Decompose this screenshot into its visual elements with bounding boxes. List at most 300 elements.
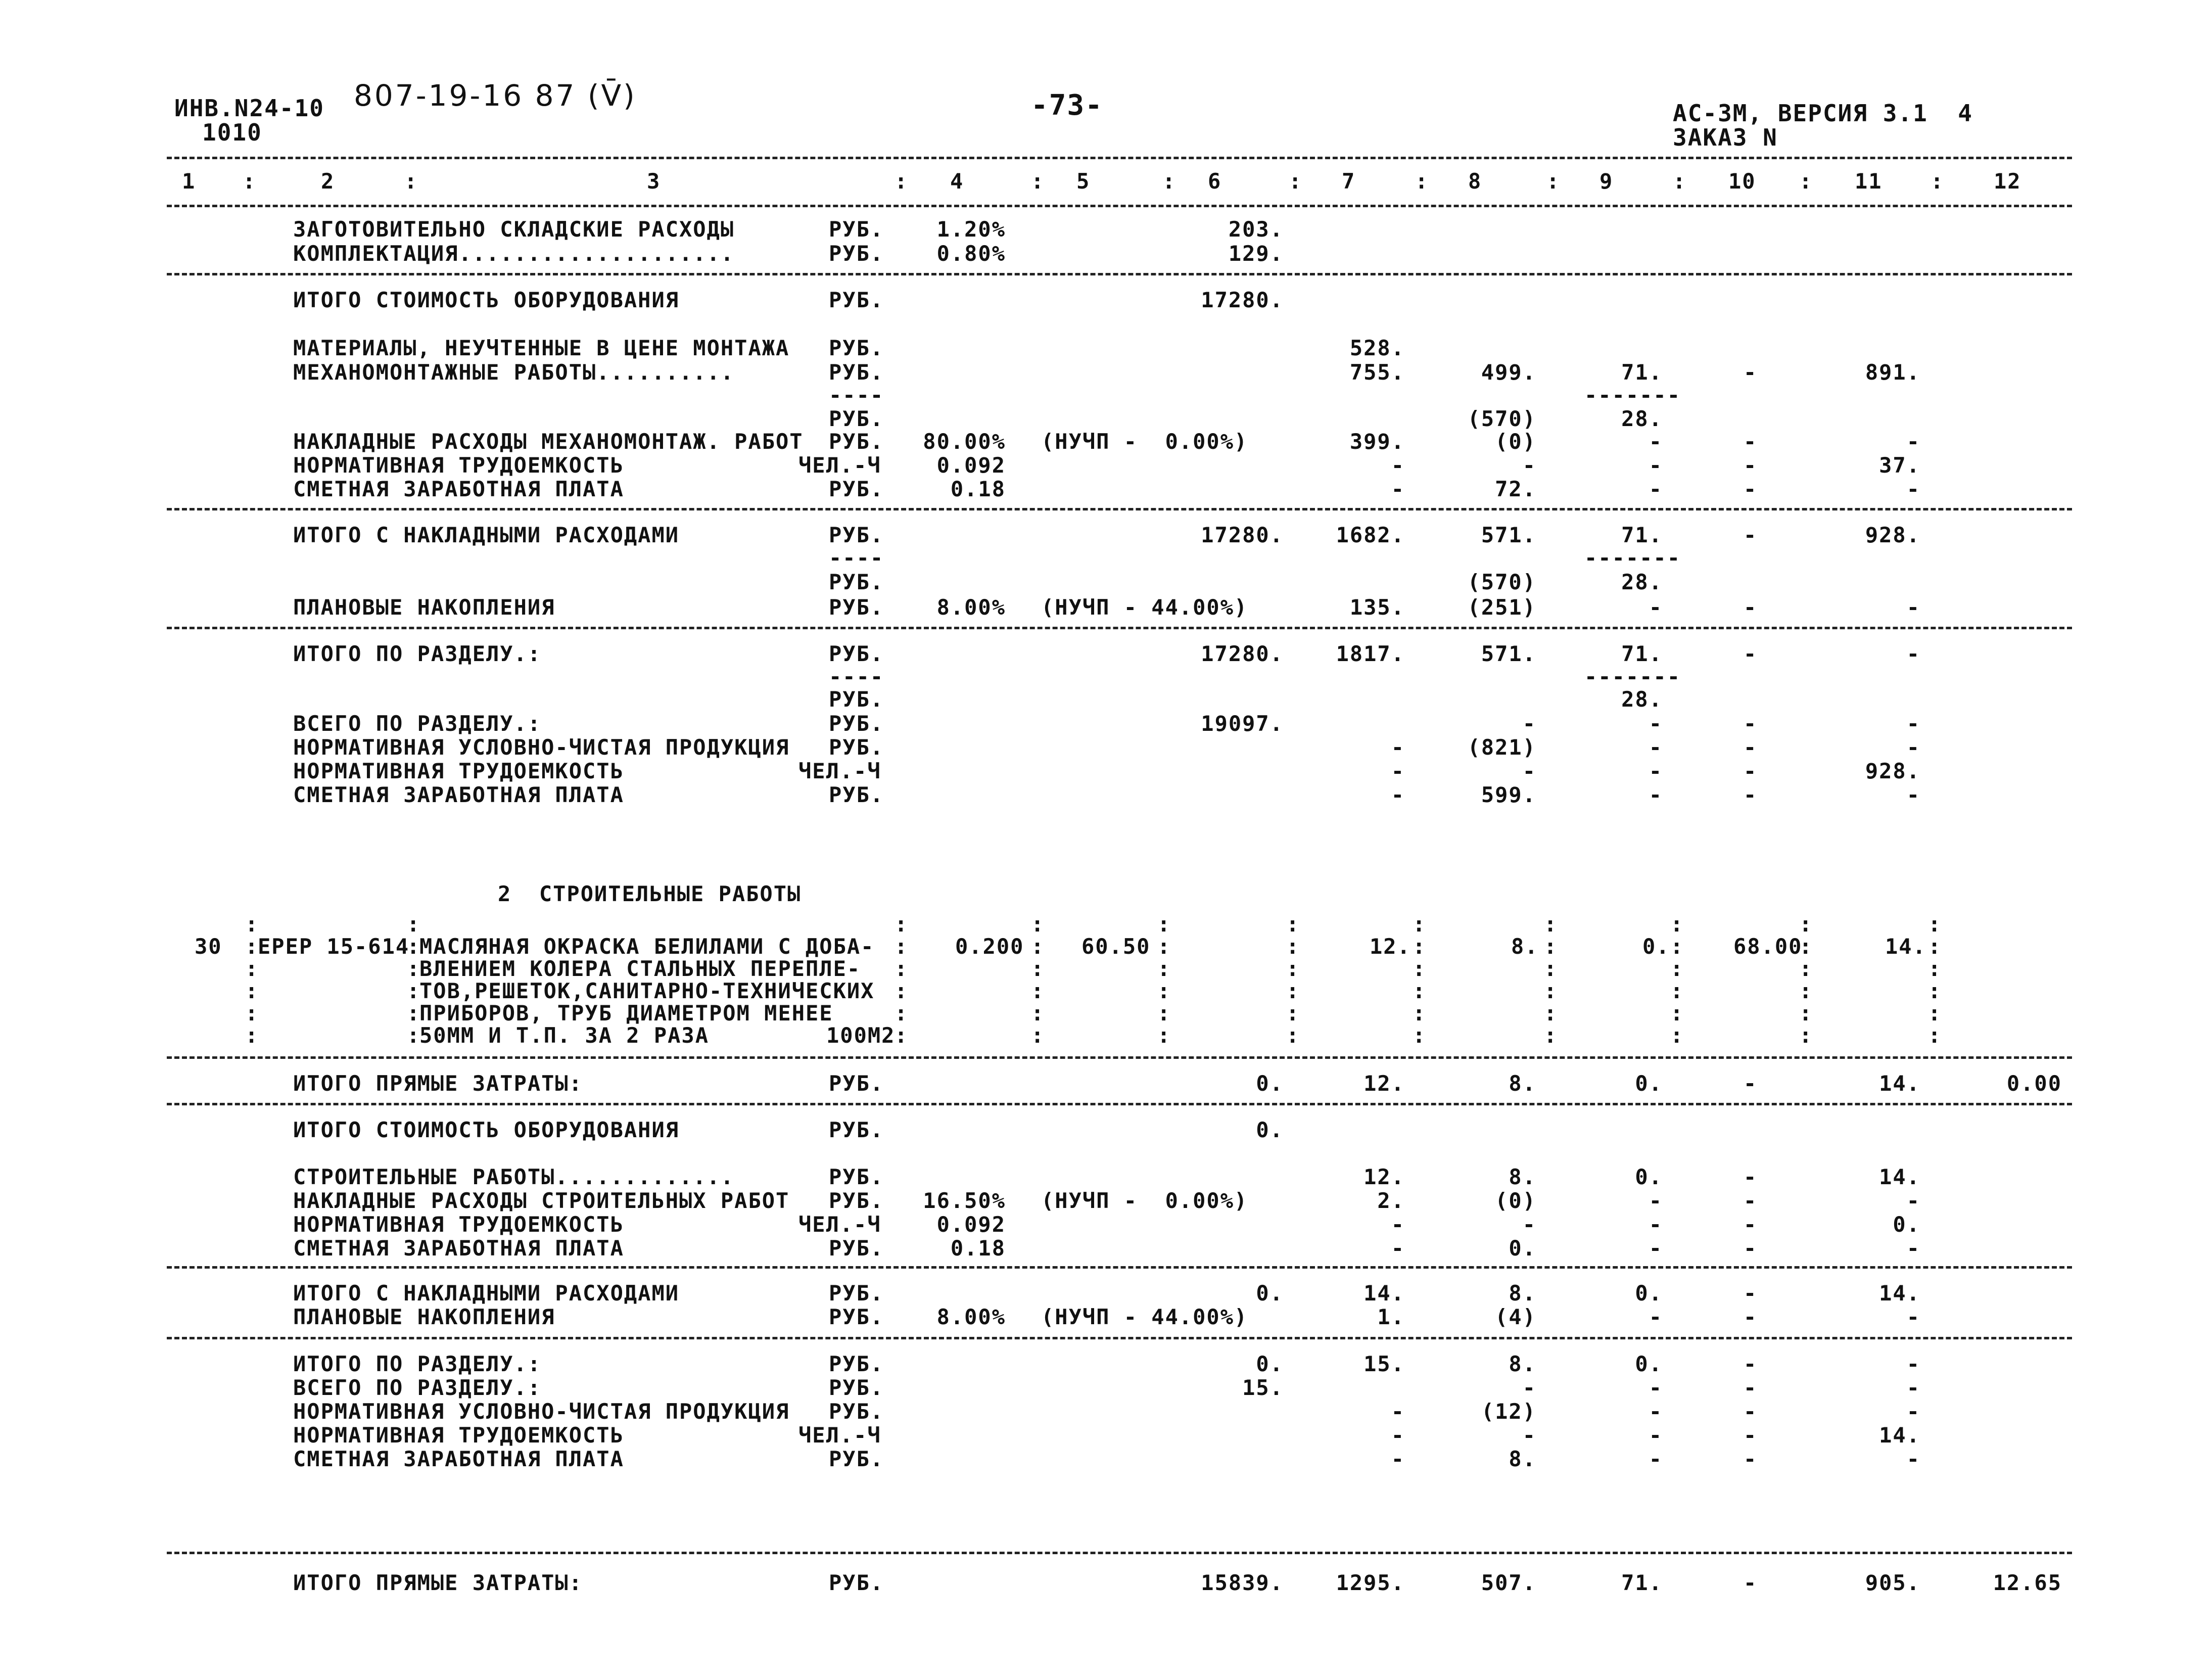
column-number-2: 2 [321, 169, 335, 194]
row-build-wage-2-unit: РУБ. [829, 1447, 884, 1471]
rule [167, 627, 2072, 629]
column-separator: : [1799, 956, 1813, 981]
row-build-overhead-c4: 16.50% [923, 1188, 1006, 1213]
row-build-wage-c9: - [1649, 1236, 1663, 1261]
row-build-section-total-c7: 15. [1363, 1352, 1405, 1376]
column-separator: : [1413, 956, 1427, 981]
row-section-total-label: ИТОГО ПО РАЗДЕЛУ.: [293, 641, 542, 666]
row-build-norm-labor-2-c8: - [1522, 1423, 1536, 1448]
column-separator: : [1544, 1001, 1558, 1026]
row-build-wage-2-c7: - [1391, 1447, 1405, 1471]
column-separator: : [1413, 1023, 1427, 1048]
row-wage-label: СМЕТНАЯ ЗАРАБОТНАЯ ПЛАТА [293, 477, 624, 501]
row-build-norm-labor-2-c11: 14. [1879, 1423, 1920, 1448]
column-separator: : [245, 1001, 259, 1026]
dash-separator: ---- [829, 383, 884, 407]
row-overhead-c8: (0) [1495, 429, 1536, 454]
column-separator: : [895, 912, 909, 937]
row-build-overhead-c8: (0) [1495, 1188, 1536, 1213]
row-build-norm-labor-2-c7: - [1391, 1423, 1405, 1448]
row-with-overhead-c6: 17280. [1201, 523, 1284, 547]
row-wage-c11: - [1906, 477, 1920, 501]
column-separator: : [1286, 1001, 1300, 1026]
column-separator: : [1415, 169, 1429, 194]
rule [167, 1056, 2072, 1059]
column-separator: : [245, 912, 259, 937]
row-storage-costs-unit: РУБ. [829, 217, 884, 242]
row-plan-savings-c7: 135. [1349, 595, 1405, 620]
row-build-works-c11: 14. [1879, 1165, 1920, 1189]
row-norm-labor-2-c7: - [1391, 759, 1405, 783]
column-separator: : [407, 1001, 421, 1026]
column-separator: : [1928, 979, 1942, 1003]
column-separator: : [895, 934, 909, 959]
row-build-nucp-c8: (12) [1481, 1399, 1536, 1424]
row-mech-works-unit: РУБ. [829, 360, 884, 385]
column-separator: : [895, 979, 909, 1003]
row-rub-extra-3-unit: РУБ. [829, 687, 884, 712]
row-mech-works-c8: 499. [1481, 360, 1536, 385]
row-build-section-total-unit: РУБ. [829, 1352, 884, 1376]
row-nucp-c11: - [1906, 735, 1920, 760]
row-build-section-total-label: ИТОГО ПО РАЗДЕЛУ.: [293, 1352, 542, 1376]
row-storage-costs-label: ЗАГОТОВИТЕЛЬНО СКЛАДСКИЕ РАСХОДЫ [293, 217, 735, 242]
row-mech-works-c11: 891. [1865, 360, 1920, 385]
column-separator: : [1157, 1001, 1171, 1026]
rule [167, 1337, 2072, 1339]
row-direct-costs-c10: - [1744, 1071, 1758, 1096]
row-nucp-c7: - [1391, 735, 1405, 760]
row-build-section-total-c8: 8. [1509, 1352, 1536, 1376]
column-separator: : [1031, 169, 1045, 194]
column-separator: : [895, 1023, 909, 1048]
row-overhead-label: НАКЛАДНЫЕ РАСХОДЫ МЕХАНОМОНТАЖ. РАБОТ [293, 429, 804, 454]
column-separator: : [1286, 956, 1300, 981]
row-build-overhead-unit: РУБ. [829, 1188, 884, 1213]
row-materials-c7: 528. [1349, 336, 1405, 360]
row-build-with-overhead-label: ИТОГО С НАКЛАДНЫМИ РАСХОДАМИ [293, 1281, 680, 1306]
row-equipment-total-unit: РУБ. [829, 288, 884, 312]
row-completion-c4: 0.80% [936, 241, 1006, 266]
row-grand-total-label: ИТОГО ПРЯМЫЕ ЗАТРАТЫ: [293, 1570, 583, 1595]
row-wage-2-c9: - [1649, 782, 1663, 807]
item-description-line: 50ММ И Т.П. ЗА 2 РАЗА [419, 1023, 710, 1048]
row-section-total-c10: - [1744, 641, 1758, 666]
column-separator: : [1289, 169, 1303, 194]
column-number-3: 3 [647, 169, 661, 194]
column-separator: : [245, 956, 259, 981]
column-separator: : [1157, 979, 1171, 1003]
program-version: АС-3М, ВЕРСИЯ 3.1 4 [1673, 100, 1973, 127]
item-description-line: ВЛЕНИЕМ КОЛЕРА СТАЛЬНЫХ ПЕРЕПЛЕ- [419, 956, 861, 981]
row-section-total-c6: 17280. [1201, 641, 1284, 666]
row-build-overhead-label: НАКЛАДНЫЕ РАСХОДЫ СТРОИТЕЛЬНЫХ РАБОТ [293, 1188, 790, 1213]
column-separator: : [1286, 912, 1300, 937]
row-wage-2-c8: 599. [1481, 782, 1536, 807]
row-build-works-c9: 0. [1635, 1165, 1663, 1189]
row-norm-labor-c7: - [1391, 453, 1405, 478]
column-separator: : [245, 979, 259, 1003]
row-rub-extra-3-c9: 28. [1621, 687, 1663, 712]
column-separator: : [1286, 979, 1300, 1003]
page-number: -73- [1031, 89, 1103, 122]
column-separator: : [1546, 169, 1561, 194]
column-separator: : [1673, 169, 1687, 194]
row-mech-works-c9: 71. [1621, 360, 1663, 385]
rule [167, 1266, 2072, 1269]
row-build-overhead-c11: - [1906, 1188, 1920, 1213]
row-rub-extra-c9: 28. [1621, 406, 1663, 431]
row-build-with-overhead-c10: - [1744, 1281, 1758, 1306]
column-separator: : [1670, 1023, 1684, 1048]
row-build-norm-labor-c9: - [1649, 1212, 1663, 1237]
column-number-9: 9 [1599, 169, 1614, 194]
row-build-plan-label: ПЛАНОВЫЕ НАКОПЛЕНИЯ [293, 1305, 555, 1329]
section2-title: 2 СТРОИТЕЛЬНЫЕ РАБОТЫ [498, 881, 802, 906]
column-separator: : [1413, 912, 1427, 937]
row-direct-costs-c7: 12. [1363, 1071, 1405, 1096]
row-rub-extra-unit: РУБ. [829, 406, 884, 431]
row-build-norm-labor-c11: 0. [1893, 1212, 1920, 1237]
row-build-plan-c8: (4) [1495, 1305, 1536, 1329]
item-c10: 68.00 [1733, 934, 1803, 959]
row-overhead-c9: - [1649, 429, 1663, 454]
row-overhead-unit: РУБ. [829, 429, 884, 454]
row-wage-2-c7: - [1391, 782, 1405, 807]
row-materials-label: МАТЕРИАЛЫ, НЕУЧТЕННЫЕ В ЦЕНЕ МОНТАЖА [293, 336, 790, 360]
row-with-overhead-c11: 928. [1865, 523, 1920, 547]
column-separator: : [1799, 912, 1813, 937]
column-separator: : [243, 169, 257, 194]
column-number-6: 6 [1208, 169, 1222, 194]
column-separator: : [1670, 979, 1684, 1003]
column-separator: : [1031, 912, 1045, 937]
row-build-with-overhead-c9: 0. [1635, 1281, 1663, 1306]
rule [167, 273, 2072, 275]
item-c7: 12. [1370, 934, 1411, 959]
row-with-overhead-unit: РУБ. [829, 523, 884, 547]
dash-separator: ---- [829, 664, 884, 689]
row-build-section-total-c9: 0. [1635, 1352, 1663, 1376]
row-wage-c9: - [1649, 477, 1663, 501]
column-number-11: 11 [1855, 169, 1882, 194]
row-mech-works-c7: 755. [1349, 360, 1405, 385]
column-separator: : [1799, 169, 1813, 194]
row-norm-labor-2-c11: 928. [1865, 759, 1920, 783]
item-c4: 0.200 [955, 934, 1024, 959]
column-separator: : [895, 956, 909, 981]
row-build-plan-c10: - [1744, 1305, 1758, 1329]
column-separator: : [1928, 934, 1942, 959]
row-norm-labor-unit: ЧЕЛ.-Ч [798, 453, 881, 478]
row-build-norm-labor-c7: - [1391, 1212, 1405, 1237]
row-build-with-overhead-unit: РУБ. [829, 1281, 884, 1306]
row-section-total-c9: 71. [1621, 641, 1663, 666]
column-separator: : [1544, 1023, 1558, 1048]
row-build-works-c10: - [1744, 1165, 1758, 1189]
rule [167, 1552, 2072, 1554]
row-all-section-c8: - [1522, 711, 1536, 736]
column-number-1: 1 [182, 169, 196, 194]
column-separator: : [1413, 934, 1427, 959]
row-build-section-total-c10: - [1744, 1352, 1758, 1376]
row-equipment-total-2-unit: РУБ. [829, 1118, 884, 1142]
row-build-plan-c5: (НУЧП - 44.00%) [1041, 1305, 1248, 1329]
row-completion-unit: РУБ. [829, 241, 884, 266]
column-separator: : [1544, 979, 1558, 1003]
column-number-12: 12 [1994, 169, 2021, 194]
row-all-section-label: ВСЕГО ПО РАЗДЕЛУ.: [293, 711, 542, 736]
row-build-wage-2-c9: - [1649, 1447, 1663, 1471]
row-plan-savings-c9: - [1649, 595, 1663, 620]
column-separator: : [1799, 1023, 1813, 1048]
column-separator: : [1928, 1023, 1942, 1048]
row-build-norm-labor-c8: - [1522, 1212, 1536, 1237]
handwritten-project-code: 807-19-16 87 (V̄) [354, 78, 637, 113]
row-build-plan-c11: - [1906, 1305, 1920, 1329]
row-build-nucp-c9: - [1649, 1399, 1663, 1424]
row-storage-costs-c4: 1.20% [936, 217, 1006, 242]
row-norm-labor-2-c9: - [1649, 759, 1663, 783]
row-nucp-label: НОРМАТИВНАЯ УСЛОВНО-ЧИСТАЯ ПРОДУКЦИЯ [293, 735, 790, 760]
column-separator: : [1286, 934, 1300, 959]
row-with-overhead-label: ИТОГО С НАКЛАДНЫМИ РАСХОДАМИ [293, 523, 680, 547]
column-separator: : [1413, 1001, 1427, 1026]
column-separator: : [1031, 979, 1045, 1003]
row-build-with-overhead-c8: 8. [1509, 1281, 1536, 1306]
column-separator: : [1670, 956, 1684, 981]
row-nucp-c9: - [1649, 735, 1663, 760]
row-with-overhead-c8: 571. [1481, 523, 1536, 547]
column-separator: : [407, 934, 421, 959]
row-equipment-total-label: ИТОГО СТОИМОСТЬ ОБОРУДОВАНИЯ [293, 288, 680, 312]
row-build-wage-c10: - [1744, 1236, 1758, 1261]
row-build-with-overhead-c11: 14. [1879, 1281, 1920, 1306]
row-build-works-label: СТРОИТЕЛЬНЫЕ РАБОТЫ............. [293, 1165, 735, 1189]
row-build-nucp-c10: - [1744, 1399, 1758, 1424]
row-plan-savings-c11: - [1906, 595, 1920, 620]
row-build-norm-labor-c10: - [1744, 1212, 1758, 1237]
column-separator: : [1031, 1023, 1045, 1048]
row-build-wage-c8: 0. [1509, 1236, 1536, 1261]
column-separator: : [1413, 979, 1427, 1003]
dash-separator: ------- [1584, 545, 1681, 570]
column-separator: : [1544, 912, 1558, 937]
item-c9: 0. [1642, 934, 1670, 959]
column-separator: : [1286, 1023, 1300, 1048]
column-number-10: 10 [1728, 169, 1756, 194]
row-build-norm-labor-2-label: НОРМАТИВНАЯ ТРУДОЕМКОСТЬ [293, 1423, 624, 1448]
column-separator: : [1799, 979, 1813, 1003]
row-grand-total-c8: 507. [1481, 1570, 1536, 1595]
row-all-section-c6: 19097. [1201, 711, 1284, 736]
column-separator: : [1928, 956, 1942, 981]
item-code: ЕРЕР 15-614 [258, 934, 410, 959]
row-completion-c6: 129. [1228, 241, 1284, 266]
row-all-section-unit: РУБ. [829, 711, 884, 736]
row-wage-2-unit: РУБ. [829, 782, 884, 807]
inventory-number-2: 1010 [202, 119, 262, 146]
row-build-wage-unit: РУБ. [829, 1236, 884, 1261]
row-rub-extra-2-c9: 28. [1621, 570, 1663, 594]
column-separator: : [1670, 1001, 1684, 1026]
row-direct-costs-c11: 14. [1879, 1071, 1920, 1096]
row-build-all-section-c8: - [1522, 1375, 1536, 1400]
row-overhead-c11: - [1906, 429, 1920, 454]
row-wage-c10: - [1744, 477, 1758, 501]
column-separator: : [1931, 169, 1945, 194]
row-equipment-total-2-label: ИТОГО СТОИМОСТЬ ОБОРУДОВАНИЯ [293, 1118, 680, 1142]
item-description-line: ПРИБОРОВ, ТРУБ ДИАМЕТРОМ МЕНЕЕ [419, 1001, 833, 1026]
row-build-norm-labor-label: НОРМАТИВНАЯ ТРУДОЕМКОСТЬ [293, 1212, 624, 1237]
column-separator: : [1157, 934, 1171, 959]
row-wage-2-c11: - [1906, 782, 1920, 807]
row-rub-extra-2-unit: РУБ. [829, 570, 884, 594]
row-wage-c4: 0.18 [950, 477, 1006, 501]
row-nucp-c10: - [1744, 735, 1758, 760]
row-build-overhead-c7: 2. [1377, 1188, 1405, 1213]
row-direct-costs-c12: 0.00 [2006, 1071, 2062, 1096]
row-build-section-total-c6: 0. [1256, 1352, 1284, 1376]
row-norm-labor-2-label: НОРМАТИВНАЯ ТРУДОЕМКОСТЬ [293, 759, 624, 783]
row-grand-total-c10: - [1744, 1570, 1758, 1595]
row-plan-savings-c5: (НУЧП - 44.00%) [1041, 595, 1248, 620]
column-separator: : [1031, 934, 1045, 959]
dash-separator: ---- [829, 545, 884, 570]
column-separator: : [895, 1001, 909, 1026]
column-separator: : [407, 979, 421, 1003]
row-all-section-c10: - [1744, 711, 1758, 736]
row-build-wage-c7: - [1391, 1236, 1405, 1261]
row-build-norm-labor-2-unit: ЧЕЛ.-Ч [798, 1423, 881, 1448]
row-norm-labor-2-c8: - [1522, 759, 1536, 783]
row-wage-2-c10: - [1744, 782, 1758, 807]
row-build-wage-2-c8: 8. [1509, 1447, 1536, 1471]
row-direct-costs-c6: 0. [1256, 1071, 1284, 1096]
column-separator: : [1544, 956, 1558, 981]
row-build-plan-c7: 1. [1377, 1305, 1405, 1329]
row-wage-c8: 72. [1495, 477, 1536, 501]
item-unit: 100М2 [826, 1023, 896, 1048]
column-separator: : [1031, 956, 1045, 981]
column-separator: : [1157, 956, 1171, 981]
column-number-8: 8 [1468, 169, 1482, 194]
column-separator: : [245, 1023, 259, 1048]
row-norm-labor-2-c10: - [1744, 759, 1758, 783]
rule [167, 1103, 2072, 1105]
row-build-nucp-label: НОРМАТИВНАЯ УСЛОВНО-ЧИСТАЯ ПРОДУКЦИЯ [293, 1399, 790, 1424]
row-overhead-c10: - [1744, 429, 1758, 454]
row-nucp-unit: РУБ. [829, 735, 884, 760]
row-direct-costs-c9: 0. [1635, 1071, 1663, 1096]
column-separator: : [1157, 912, 1171, 937]
row-norm-labor-label: НОРМАТИВНАЯ ТРУДОЕМКОСТЬ [293, 453, 624, 478]
row-build-nucp-c11: - [1906, 1399, 1920, 1424]
row-build-norm-labor-c4: 0.092 [936, 1212, 1006, 1237]
row-all-section-c11: - [1906, 711, 1920, 736]
row-build-works-unit: РУБ. [829, 1165, 884, 1189]
row-direct-costs-c8: 8. [1509, 1071, 1536, 1096]
row-plan-savings-c10: - [1744, 595, 1758, 620]
row-build-wage-c4: 0.18 [950, 1236, 1006, 1261]
item-c11: 14. [1885, 934, 1926, 959]
row-section-total-unit: РУБ. [829, 641, 884, 666]
row-build-all-section-c10: - [1744, 1375, 1758, 1400]
row-norm-labor-c9: - [1649, 453, 1663, 478]
row-build-section-total-c11: - [1906, 1352, 1920, 1376]
row-build-with-overhead-c7: 14. [1363, 1281, 1405, 1306]
column-separator: : [407, 956, 421, 981]
row-build-wage-label: СМЕТНАЯ ЗАРАБОТНАЯ ПЛАТА [293, 1236, 624, 1261]
row-rub-extra-c8: (570) [1467, 406, 1536, 431]
row-build-all-section-c9: - [1649, 1375, 1663, 1400]
row-wage-2-label: СМЕТНАЯ ЗАРАБОТНАЯ ПЛАТА [293, 782, 624, 807]
row-grand-total-c6: 15839. [1201, 1570, 1284, 1595]
row-direct-costs-unit: РУБ. [829, 1071, 884, 1096]
row-direct-costs-label: ИТОГО ПРЯМЫЕ ЗАТРАТЫ: [293, 1071, 583, 1096]
row-plan-savings-label: ПЛАНОВЫЕ НАКОПЛЕНИЯ [293, 595, 555, 620]
row-build-all-section-unit: РУБ. [829, 1375, 884, 1400]
row-grand-total-c7: 1295. [1336, 1570, 1405, 1595]
row-storage-costs-c6: 203. [1228, 217, 1284, 242]
item-c8: 8. [1511, 934, 1539, 959]
row-overhead-c5: (НУЧП - 0.00%) [1041, 429, 1248, 454]
row-build-nucp-unit: РУБ. [829, 1399, 884, 1424]
row-materials-unit: РУБ. [829, 336, 884, 360]
column-separator: : [1799, 1001, 1813, 1026]
row-build-wage-2-label: СМЕТНАЯ ЗАРАБОТНАЯ ПЛАТА [293, 1447, 624, 1471]
row-wage-unit: РУБ. [829, 477, 884, 501]
row-overhead-c7: 399. [1349, 429, 1405, 454]
rule [167, 157, 2072, 159]
item-description-line: ТОВ,РЕШЕТОК,САНИТАРНО-ТЕХНИЧЕСКИХ [419, 979, 875, 1003]
row-build-wage-c11: - [1906, 1236, 1920, 1261]
row-build-all-section-label: ВСЕГО ПО РАЗДЕЛУ.: [293, 1375, 542, 1400]
inventory-number: ИНВ.N24-10 [174, 95, 324, 122]
row-mech-works-c10: - [1744, 360, 1758, 385]
row-all-section-c9: - [1649, 711, 1663, 736]
row-plan-savings-c4: 8.00% [936, 595, 1006, 620]
column-separator: : [1799, 934, 1813, 959]
order-number: ЗАКАЗ N [1673, 124, 1778, 151]
column-number-4: 4 [950, 169, 964, 194]
dash-separator: ------- [1584, 664, 1681, 689]
item-description-line: МАСЛЯНАЯ ОКРАСКА БЕЛИЛАМИ С ДОБА- [419, 934, 875, 959]
column-separator: : [1162, 169, 1176, 194]
row-section-total-c7: 1817. [1336, 641, 1405, 666]
row-with-overhead-c7: 1682. [1336, 523, 1405, 547]
column-number-7: 7 [1342, 169, 1356, 194]
row-mech-works-label: МЕХАНОМОНТАЖНЫЕ РАБОТЫ.......... [293, 360, 735, 385]
row-build-norm-labor-2-c10: - [1744, 1423, 1758, 1448]
row-build-wage-2-c10: - [1744, 1447, 1758, 1471]
row-build-works-c7: 12. [1363, 1165, 1405, 1189]
column-separator: : [407, 1023, 421, 1048]
column-separator: : [404, 169, 418, 194]
rule [167, 508, 2072, 510]
row-build-norm-labor-2-c9: - [1649, 1423, 1663, 1448]
row-grand-total-c11: 905. [1865, 1570, 1920, 1595]
row-overhead-c4: 80.00% [923, 429, 1006, 454]
row-completion-label: КОМПЛЕКТАЦИЯ.................... [293, 241, 735, 266]
row-build-wage-2-c11: - [1906, 1447, 1920, 1471]
row-norm-labor-c4: 0.092 [936, 453, 1006, 478]
column-separator: : [1670, 934, 1684, 959]
row-build-all-section-c6: 15. [1242, 1375, 1284, 1400]
row-build-overhead-c9: - [1649, 1188, 1663, 1213]
row-build-all-section-c11: - [1906, 1375, 1920, 1400]
column-separator: : [1031, 1001, 1045, 1026]
